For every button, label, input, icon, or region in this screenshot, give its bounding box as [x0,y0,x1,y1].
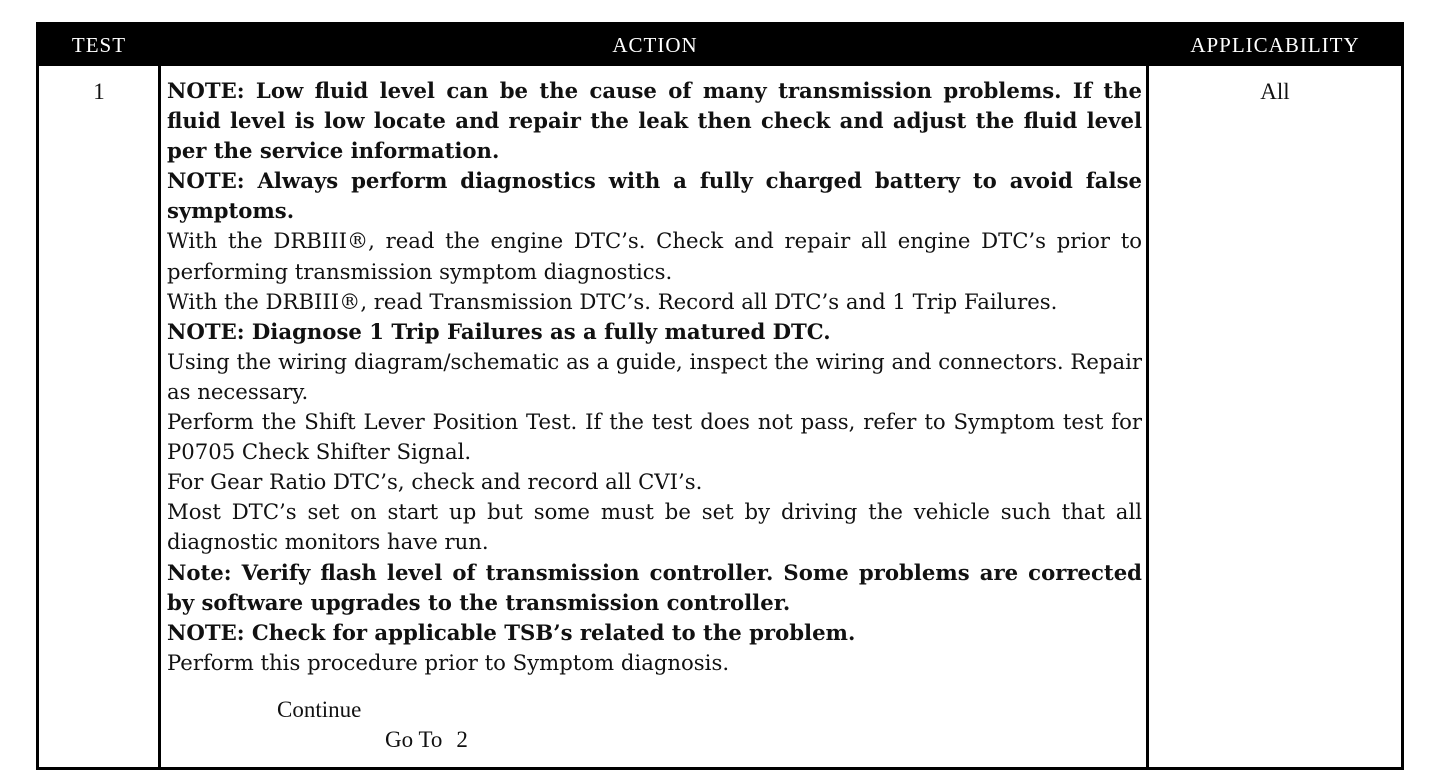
action-step: Most DTC’s set on start up but some must be set by driving the vehicle such that all diagnostic monitors have run. [167,499,1142,555]
goto-label: Go To [385,727,443,752]
action-step: Perform this procedure prior to Symptom diagnosis. [167,649,730,675]
action-note: NOTE: Check for applicable TSB’s related to the problem. [167,619,856,645]
goto-instruction [385,727,468,753]
header-applicability: APPLICABILITY [1190,33,1360,57]
action-step: With the DRBIII®, read the engine DTC’s. Check and repair all engine DTC’s prior to performing transmission symptom diagnostics. [167,228,1142,284]
header-test: TEST [71,33,127,57]
header-action: ACTION [612,33,698,57]
action-note: Note: Verify flash level of transmission controller. Some problems are corrected by software upgrades to the transmission controller. [167,559,1142,615]
table-header [39,25,1401,65]
result-continue: Continue [277,697,362,722]
action-note: NOTE: Diagnose 1 Trip Failures as a fully matured DTC. [167,318,831,344]
action-step: Perform the Shift Lever Position Test. If the test does not pass, refer to Symptom test for P0705 Check Shifter Signal. [167,409,1142,465]
column-divider-applicability [1146,63,1149,767]
applicability-value: All [1260,79,1290,104]
action-note: NOTE: Always perform diagnostics with a fully charged battery to avoid false symptoms. [167,168,1142,224]
action-note: NOTE: Low fluid level can be the cause of many transmission problems. If the fluid level is low locate and repair the leak then check and adjust the fluid level per the service information. [167,78,1142,164]
action-step: For Gear Ratio DTC’s, check and record all CVI’s. [167,469,703,495]
action-step: Using the wiring diagram/schematic as a guide, inspect the wiring and connectors. Repair as necessary. [167,348,1142,404]
goto-target: 2 [456,727,468,752]
action-step: With the DRBIII®, read Transmission DTC’s. Record all DTC’s and 1 Trip Failures. [167,288,1058,314]
header-divider [39,63,1401,66]
diagnostic-table [36,22,1404,770]
action-cell [167,76,1142,678]
column-divider-test [158,63,161,767]
test-number: 1 [93,79,105,104]
